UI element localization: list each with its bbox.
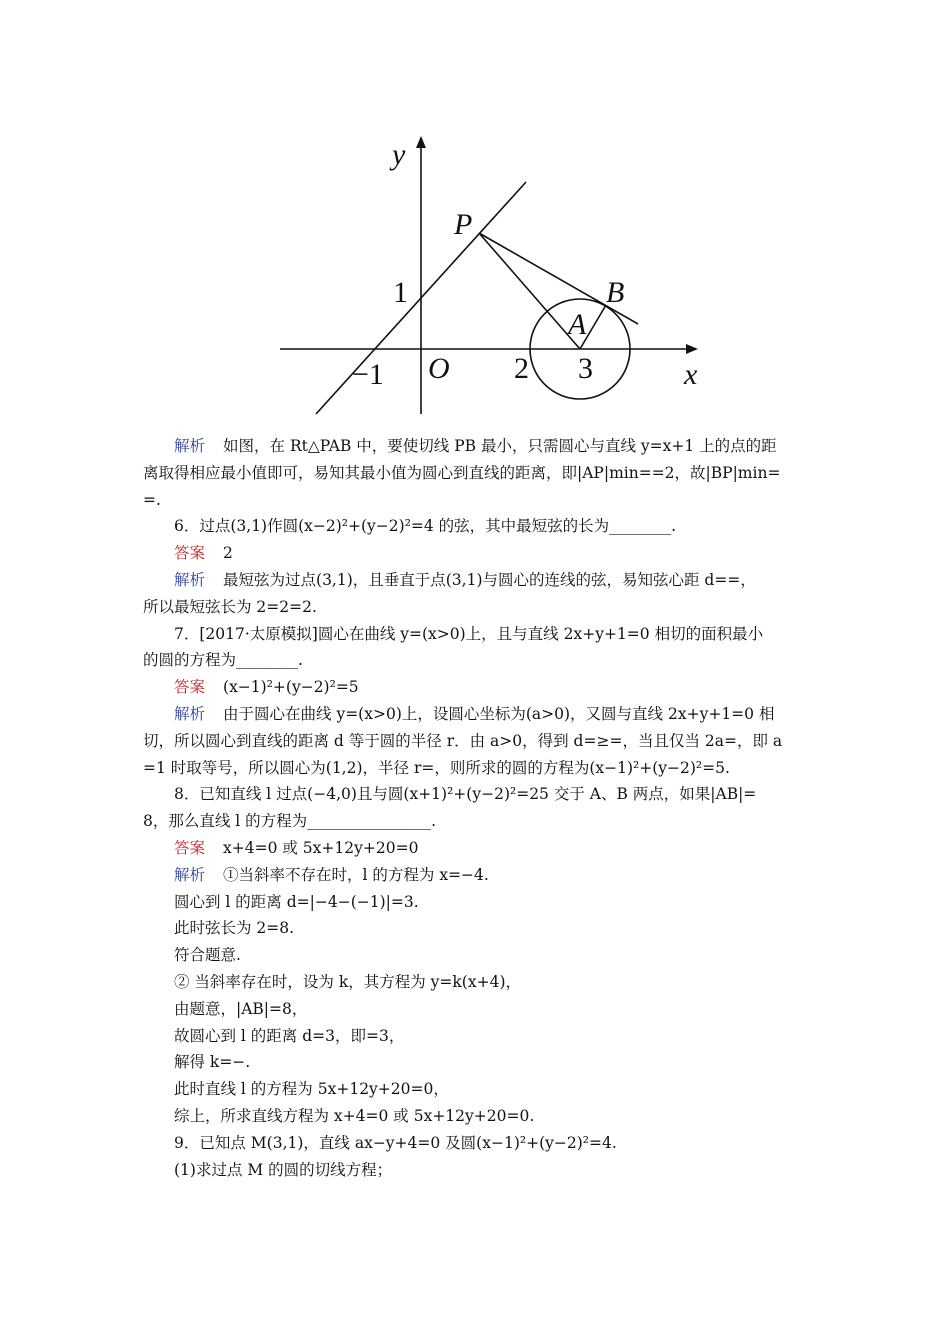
analysis-tag: 解析 [174,704,206,723]
text-line [143,781,813,808]
line-text: 切，所以圆心到直线的距离 d 等于圆的半径 r．由 a>0，得到 d=≥=，当且仅当 2a=，即 a [143,731,783,750]
text-line [143,889,813,916]
figure-svg [272,124,712,420]
line-text: 的圆的方程为________. [143,651,303,670]
line-text: 7．[2017·太原模拟]圆心在曲线 y=(x>0)上，且与直线 2x+y+1=0 相切的面积最小 [174,624,764,643]
line-text: =. [143,490,161,509]
analysis-tag: 解析 [174,865,206,884]
axis-x-label: x [684,358,698,391]
text-line [143,969,813,996]
line-text: 符合题意. [174,946,241,965]
line-text: 圆心到 l 的距离 d=|−4−(−1)|=3. [174,892,419,911]
analysis-tag: 解析 [174,570,206,589]
solution-text [143,433,813,1183]
line-text: 如图，在 Rt△PAB 中，要使切线 PB 最小，只需圆心与直线 y=x+1 上的点的距 [223,437,777,455]
line-text: (x−1)²+(y−2)²=5 [223,678,359,697]
line-text: 所以最短弦长为 2=2=2. [143,597,317,616]
line-text: 2 [223,544,233,563]
analysis-tag: 解析 [174,437,206,455]
text-line [143,1157,813,1184]
geometry-figure [272,124,712,420]
answer-tag: 答案 [174,838,206,857]
text-line [143,567,813,594]
text-line [143,621,813,648]
text-line [143,433,813,460]
line-text: =1 时取等号，所以圆心为(1,2)，半径 r=，则所求的圆的方程为(x−1)²+(y−2)²=5. [143,758,730,777]
line-text: 8．已知直线 l 过点(−4,0)且与圆(x+1)²+(y−2)²=25 交于 A、B 两点，如果|AB|= [174,785,757,804]
text-line [143,1130,813,1157]
line-text: 故圆心到 l 的距离 d=3，即=3， [174,1026,405,1045]
text-line [143,996,813,1023]
tick-label-neg1: −1 [352,358,384,391]
answer-tag: 答案 [174,544,206,563]
line-text: 8，那么直线 l 的方程为________________. [143,812,437,831]
line-text: 由题意，|AB|=8， [174,999,308,1018]
text-line [143,647,813,674]
text-line [143,460,813,487]
text-line [143,835,813,862]
text-line [143,487,813,514]
line-text: x+4=0 或 5x+12y+20=0 [223,838,419,857]
text-line [143,674,813,701]
line-text: 离取得相应最小值即可，易知其最小值为圆心到直线的距离，即|AP|min==2，故|BP|min= [143,463,781,482]
point-p-label: P [454,208,473,241]
tick-label-1: 1 [393,276,408,309]
line-text: 综上，所求直线方程为 x+4=0 或 5x+12y+20=0. [174,1106,535,1125]
line-text: 由于圆心在曲线 y=(x>0)上，设圆心坐标为(a>0)，又圆与直线 2x+y+1=0 相 [223,704,775,723]
text-line [143,1049,813,1076]
text-line [143,728,813,755]
line-text: 最短弦为过点(3,1)，且垂直于点(3,1)与圆心的连线的弦，易知弦心距 d==， [223,570,756,589]
text-line [143,701,813,728]
text-line [143,755,813,782]
line-text: 此时直线 l 的方程为 5x+12y+20=0， [174,1080,449,1099]
text-line [143,594,813,621]
segment-pa [479,233,580,349]
text-line [143,808,813,835]
tick-label-2: 2 [514,352,529,385]
line-text: 9．已知点 M(3,1)，直线 ax−y+4=0 及圆(x−1)²+(y−2)²=4. [174,1133,617,1152]
text-line [143,942,813,969]
line-text: ② 当斜率存在时，设为 k，其方程为 y=k(x+4)， [174,972,521,991]
text-line [143,513,813,540]
tick-label-3: 3 [578,352,593,385]
text-line [143,540,813,567]
text-line [143,1076,813,1103]
axis-y-label: y [392,138,406,171]
line-text: ①当斜率不存在时，l 的方程为 x=−4. [223,865,489,884]
point-b-label: B [606,276,625,309]
text-line [143,915,813,942]
line-text: 解得 k=−. [174,1053,251,1072]
text-line [143,1103,813,1130]
line-text: 6．过点(3,1)作圆(x−2)²+(y−2)²=4 的弦，其中最短弦的长为________. [174,517,677,536]
origin-label: O [428,352,450,385]
line-text: (1)求过点 M 的圆的切线方程； [174,1160,393,1179]
text-line [143,862,813,889]
line-text: 此时弦长为 2=8. [174,919,295,938]
point-a-label: A [568,308,587,341]
answer-tag: 答案 [174,678,206,697]
text-line [143,1023,813,1050]
